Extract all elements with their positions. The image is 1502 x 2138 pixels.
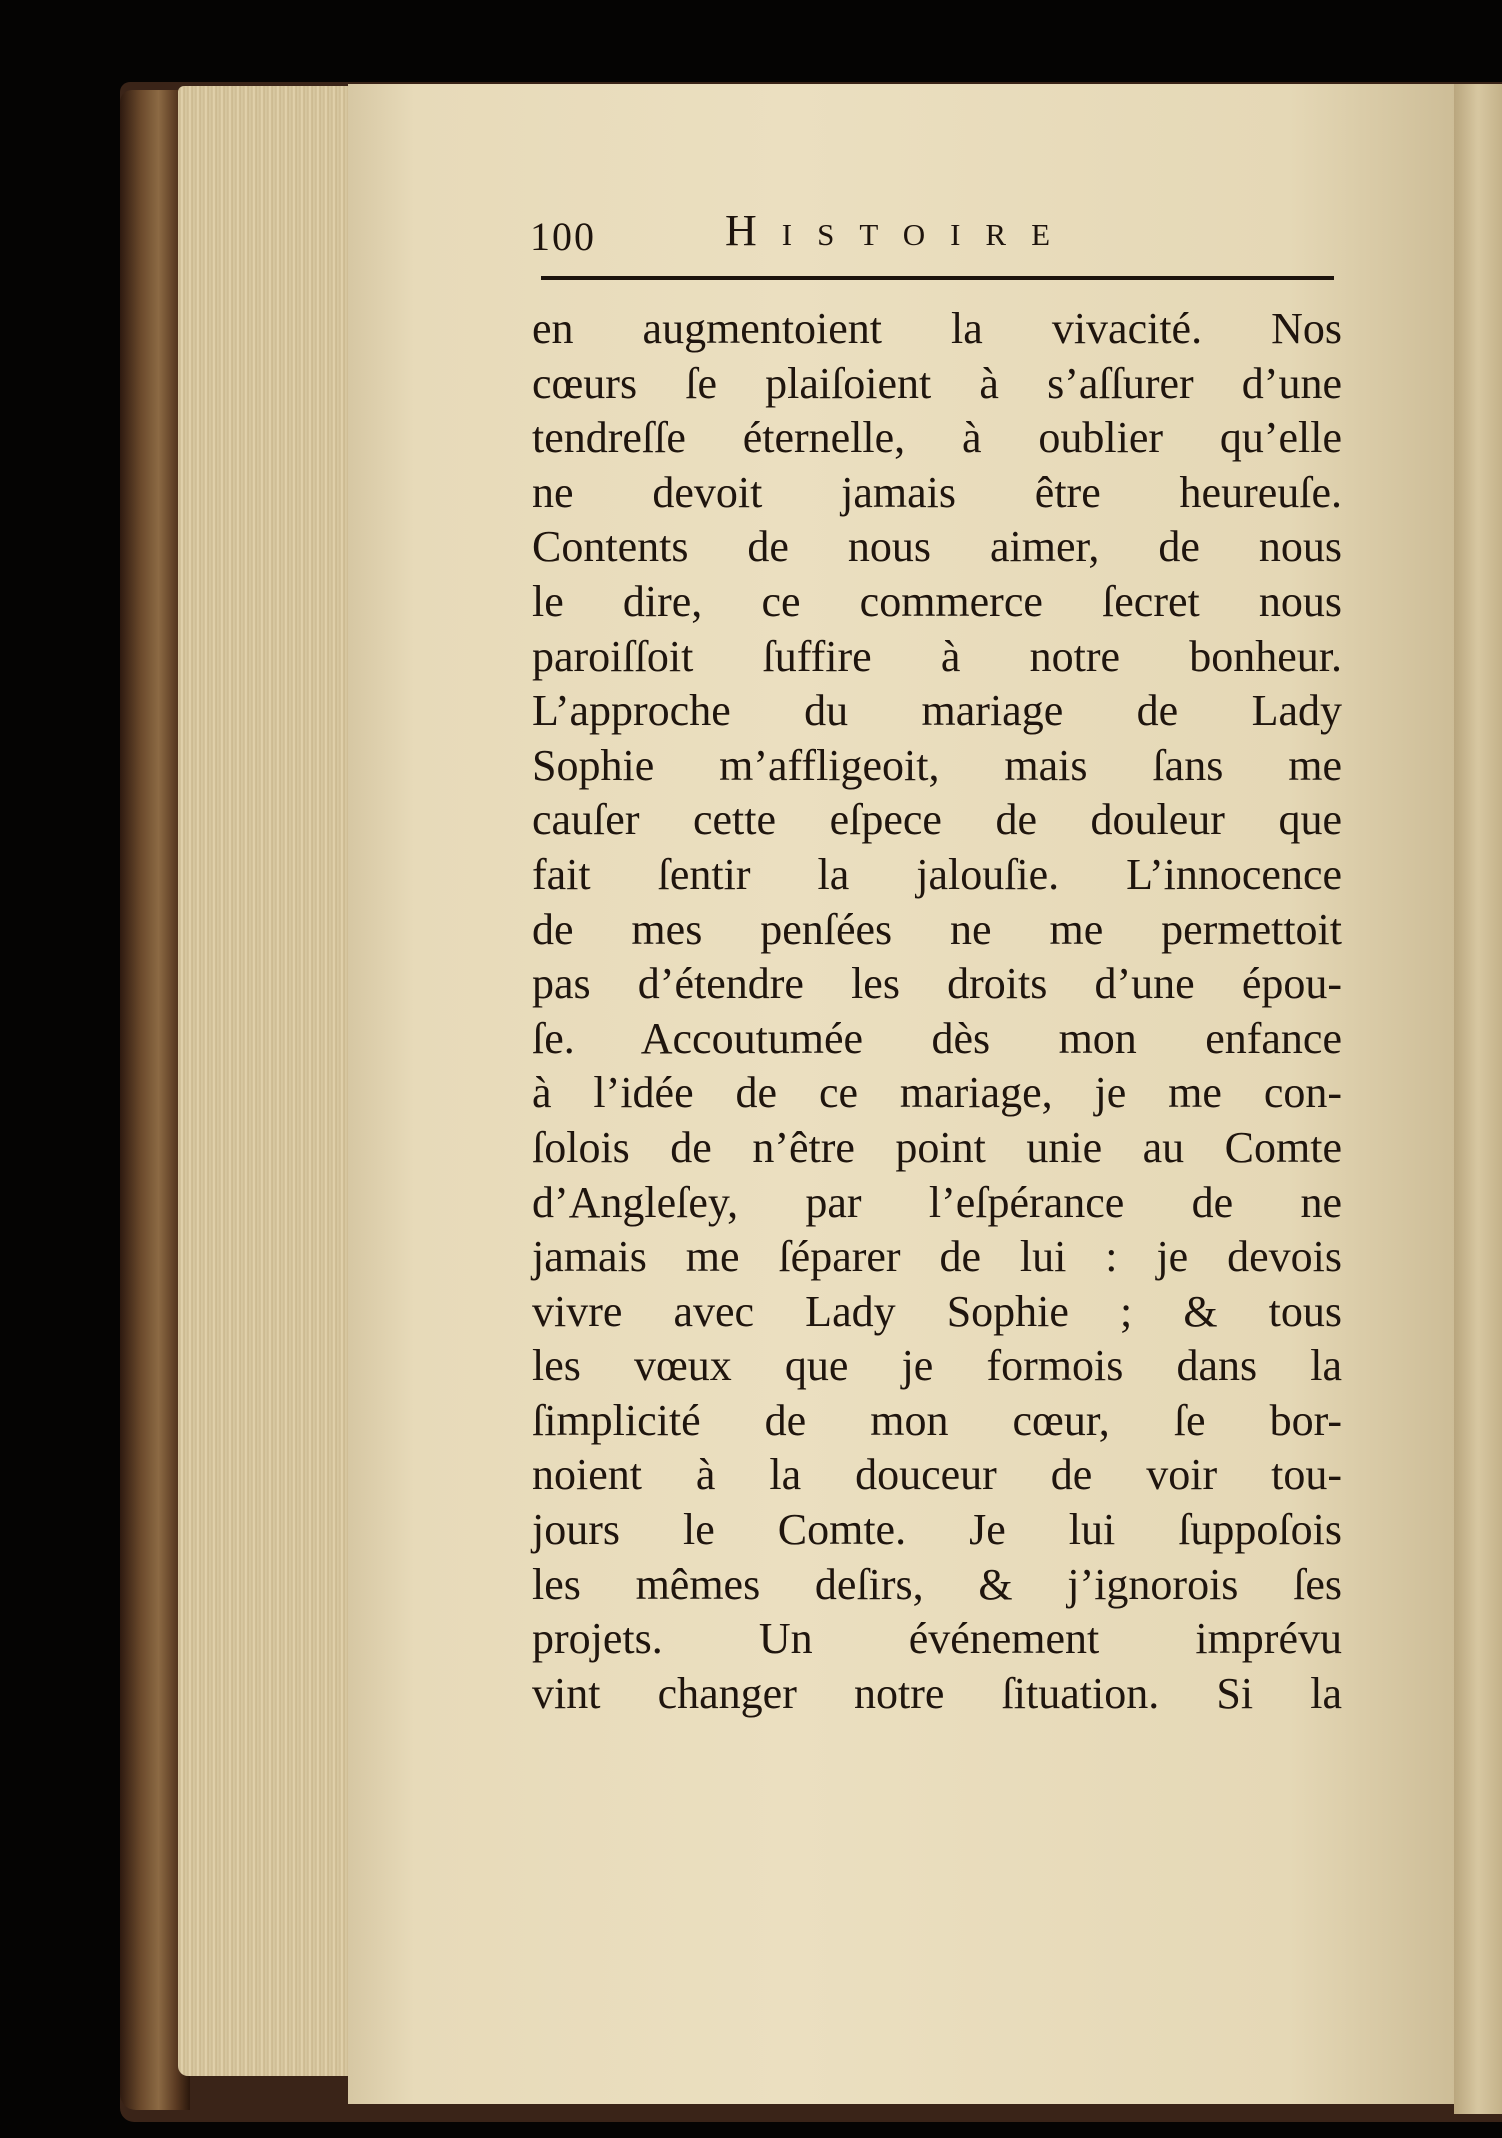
text-line: noient à la douceur de voir tou- <box>532 1450 1342 1500</box>
text-line: L’approche du mariage de Lady <box>532 686 1342 736</box>
text-line: vivre avec Lady Sophie ; & tous <box>532 1286 1342 1336</box>
text-line: projets. Un événement imprévu <box>532 1614 1342 1664</box>
page-number: 100 <box>530 214 596 259</box>
running-title: Histoire <box>725 206 1076 255</box>
text-line: en augmentoient la vivacité. Nos <box>532 304 1342 353</box>
text-line: jamais me ſéparer de lui : je devois <box>532 1232 1342 1282</box>
text-line: fait ſentir la jalouſie. L’innocence <box>532 849 1342 899</box>
page-edges <box>178 86 350 2076</box>
text-line: d’Angleſey, par l’eſpérance de ne <box>532 1177 1342 1227</box>
text-line: Contents de nous aimer, de nous <box>532 522 1342 572</box>
text-line: cœurs ſe plaiſoient à s’aſſurer d’une <box>532 358 1342 408</box>
text-line: ſe. Accoutumée dès mon enfance <box>532 1013 1342 1063</box>
text-line: Sophie m’affligeoit, mais ſans me <box>532 740 1342 790</box>
text-line: jours le Comte. Je lui ſuppoſois <box>532 1505 1342 1555</box>
text-line: pas d’étendre les droits d’une épou- <box>532 959 1342 1009</box>
text-line: les mêmes deſirs, & j’ignorois ſes <box>532 1559 1342 1609</box>
text-line: ſolois de n’être point unie au Comte <box>532 1122 1342 1172</box>
text-line: ne devoit jamais être heureuſe. <box>532 467 1342 517</box>
text-line: cauſer cette eſpece de douleur que <box>532 795 1342 845</box>
body-text <box>532 302 1342 1721</box>
text-line: tendreſſe éternelle, à oublier qu’elle <box>532 413 1342 463</box>
text-line: paroiſſoit ſuffire à notre bonheur. <box>532 631 1342 681</box>
text-line: ſimplicité de mon cœur, ſe bor- <box>532 1395 1342 1445</box>
facing-page-edge <box>1454 84 1502 2114</box>
header-rule <box>541 276 1334 280</box>
text-line: le dire, ce commerce ſecret nous <box>532 576 1342 626</box>
text-line: les vœux que je formois dans la <box>532 1341 1342 1391</box>
text-line: vint changer notre ſituation. Si la <box>532 1668 1342 1718</box>
text-line: de mes penſées ne me permettoit <box>532 904 1342 954</box>
page-header <box>530 205 1340 265</box>
text-line: à l’idée de ce mariage, je me con- <box>532 1068 1342 1118</box>
